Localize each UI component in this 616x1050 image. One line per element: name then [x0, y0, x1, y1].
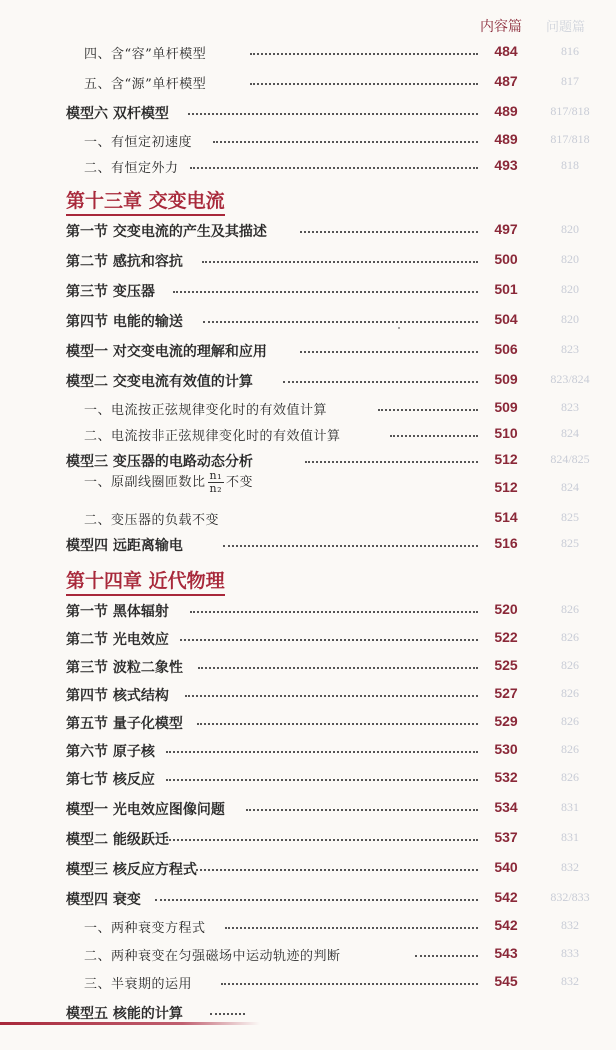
content-page-number: 509 [494, 371, 518, 387]
dot-leader [221, 977, 478, 985]
content-page-number: 509 [494, 399, 518, 415]
toc-entry[interactable] [0, 856, 616, 882]
toc-entry[interactable] [0, 682, 616, 708]
question-page-number: 832 [561, 974, 579, 988]
toc-entry[interactable] [0, 368, 616, 394]
content-page-number: 534 [494, 799, 518, 815]
content-page-number: 484 [494, 43, 518, 59]
header-question-label: 问题篇 [546, 20, 586, 35]
content-page-number: 489 [494, 103, 518, 119]
content-page-number: 542 [494, 889, 518, 905]
content-page-number: 514 [494, 509, 518, 525]
dot-leader [283, 375, 478, 383]
toc-entry[interactable] [0, 40, 616, 66]
toc-entry-title: 模型三 核反应方程式 [66, 862, 197, 878]
dot-leader [173, 285, 478, 293]
dot-leader [196, 863, 478, 871]
question-page-number: 826 [561, 658, 579, 672]
content-page-number: 520 [494, 601, 518, 617]
content-page-number: 500 [494, 251, 518, 267]
dot-leader [180, 633, 478, 641]
question-page-number: 826 [561, 714, 579, 728]
content-page-number: 545 [494, 973, 518, 989]
content-page-number: 504 [494, 311, 518, 327]
fraction-denominator: n₂ [209, 482, 223, 495]
toc-entry-title: 一、有恒定初速度 [84, 135, 193, 150]
dot-leader [190, 605, 478, 613]
question-page-number: 820 [561, 252, 579, 266]
toc-entry-title: 第一节 黑体辐射 [66, 604, 169, 620]
speck-mark [398, 327, 400, 329]
dot-leader [305, 455, 478, 463]
content-page-number: 497 [494, 221, 518, 237]
toc-entry-title: 模型六 双杆模型 [66, 106, 169, 122]
toc-entry[interactable] [0, 308, 616, 334]
toc-entry-title: 二、变压器的负载不变 [84, 513, 220, 528]
toc-entry[interactable] [0, 598, 616, 624]
toc-entry[interactable] [0, 154, 616, 180]
toc-entry-title: 第二节 光电效应 [66, 632, 169, 648]
question-page-number: 820 [561, 282, 579, 296]
toc-entry-title: 第五节 量子化模型 [66, 716, 183, 732]
toc-entry-title: 第二节 感抗和容抗 [66, 254, 183, 270]
content-page-number: 532 [494, 769, 518, 785]
toc-entry[interactable] [0, 532, 616, 558]
content-page-number: 537 [494, 829, 518, 845]
toc-entry[interactable] [0, 654, 616, 680]
dot-leader [202, 255, 478, 263]
toc-entry-title: 一、电流按正弦规律变化时的有效值计算 [84, 403, 328, 418]
question-page-number: 826 [561, 686, 579, 700]
question-page-number: 824/825 [550, 452, 590, 466]
bottom-rule [0, 1022, 260, 1025]
toc-entry[interactable] [0, 766, 616, 792]
question-page-number: 832 [561, 860, 579, 874]
dot-leader [213, 135, 478, 143]
content-page-number: 540 [494, 859, 518, 875]
toc-entry-title: 第一节 交变电流的产生及其描述 [66, 224, 267, 240]
dot-leader [300, 345, 478, 353]
dot-leader [223, 539, 478, 547]
toc-entry-title-text: 一、原副线圈匝数比 [84, 475, 206, 490]
chapter-heading: 第十四章 近代物理 [66, 566, 225, 596]
toc-entry-title: 第六节 原子核 [66, 744, 155, 760]
toc-entry-title: 一、两种衰变方程式 [84, 921, 206, 936]
content-page-number: 516 [494, 535, 518, 551]
question-page-number: 831 [561, 830, 579, 844]
dot-leader [197, 717, 478, 725]
toc-entry[interactable] [0, 469, 616, 502]
toc-entry-title: 第四节 电能的输送 [66, 314, 183, 330]
dot-leader [250, 47, 478, 55]
toc-entry[interactable] [0, 396, 616, 422]
toc-entry[interactable] [0, 248, 616, 274]
content-page-number: 487 [494, 73, 518, 89]
content-page-number: 525 [494, 657, 518, 673]
question-page-number: 820 [561, 312, 579, 326]
dot-leader [166, 833, 478, 841]
content-page-number: 510 [494, 425, 518, 441]
dot-leader [210, 1007, 245, 1015]
fraction-numerator: n₁ [209, 469, 223, 482]
toc-entry-title: 模型一 对交变电流的理解和应用 [66, 344, 267, 360]
toc-entry[interactable] [0, 278, 616, 304]
toc-entry[interactable] [0, 914, 616, 940]
content-page-number: 543 [494, 945, 518, 961]
chapter-heading: 第十三章 交变电流 [66, 186, 225, 216]
question-page-number: 833 [561, 946, 579, 960]
content-page-number: 522 [494, 629, 518, 645]
toc-entry-title: 模型四 远距离输电 [66, 538, 183, 554]
toc-entry-title: 第三节 波粒二象性 [66, 660, 183, 676]
dot-leader [250, 77, 478, 85]
dot-leader [198, 661, 478, 669]
content-page-number: 512 [494, 479, 518, 495]
toc-entry[interactable] [0, 70, 616, 96]
header-content-label: 内容篇 [480, 19, 522, 35]
content-page-number: 501 [494, 281, 518, 297]
toc-entry-title: 第四节 核式结构 [66, 688, 169, 704]
question-page-number: 817 [561, 74, 579, 88]
question-page-number: 816 [561, 44, 579, 58]
content-page-number: 530 [494, 741, 518, 757]
question-page-number: 826 [561, 602, 579, 616]
dot-leader [155, 893, 478, 901]
dot-leader [203, 315, 478, 323]
dot-leader [188, 107, 478, 115]
toc-entry-title: 第三节 变压器 [66, 284, 155, 300]
toc-entry[interactable] [0, 626, 616, 652]
toc-entry-title: 模型五 核能的计算 [66, 1006, 183, 1022]
toc-entry[interactable] [0, 506, 616, 532]
content-page-number: 489 [494, 131, 518, 147]
dot-leader [378, 403, 478, 411]
question-page-number: 832/833 [550, 890, 590, 904]
toc-entry-title: 五、含“源”单杆模型 [84, 77, 207, 92]
question-page-number: 823/824 [550, 372, 590, 386]
question-page-number: 825 [561, 510, 579, 524]
toc-entry[interactable] [0, 886, 616, 912]
content-page-number: 542 [494, 917, 518, 933]
toc-entry[interactable] [0, 422, 616, 448]
content-page-number: 527 [494, 685, 518, 701]
toc-entry[interactable] [0, 826, 616, 852]
dot-leader [166, 745, 478, 753]
question-page-number: 826 [561, 742, 579, 756]
toc-entry-title: 模型二 交变电流有效值的计算 [66, 374, 253, 390]
question-page-number: 824 [561, 426, 579, 440]
dot-leader [300, 225, 478, 233]
content-page-number: 529 [494, 713, 518, 729]
toc-entry-title [84, 470, 253, 495]
dot-leader [185, 689, 478, 697]
ratio-fraction [208, 470, 225, 495]
content-page-number: 512 [494, 451, 518, 467]
toc-entry-title: 模型四 衰变 [66, 892, 141, 908]
toc-entry-title: 模型三 变压器的电路动态分析 [66, 454, 253, 470]
dot-leader [190, 161, 478, 169]
toc-entry[interactable] [0, 796, 616, 822]
toc-entry-title: 三、半衰期的运用 [84, 977, 193, 992]
dot-leader [390, 429, 478, 437]
toc-entry[interactable] [0, 338, 616, 364]
question-page-number: 823 [561, 342, 579, 356]
toc-entry-title: 四、含“容”单杆模型 [84, 47, 207, 62]
content-page-number: 506 [494, 341, 518, 357]
toc-entry[interactable] [0, 738, 616, 764]
toc-entry[interactable] [0, 942, 616, 968]
toc-entry-title: 第七节 核反应 [66, 772, 155, 788]
question-page-number: 820 [561, 222, 579, 236]
toc-entry[interactable] [0, 218, 616, 244]
toc-entry[interactable] [0, 100, 616, 126]
question-page-number: 818 [561, 158, 579, 172]
toc-entry-title: 二、电流按非正弦规律变化时的有效值计算 [84, 429, 341, 444]
toc-entry-title: 二、两种衰变在匀强磁场中运动轨迹的判断 [84, 949, 341, 964]
question-page-number: 826 [561, 630, 579, 644]
toc-entry-title-suffix: 不变 [226, 475, 254, 490]
dot-leader [225, 921, 478, 929]
toc-entry-title: 模型一 光电效应图像问题 [66, 802, 225, 818]
dot-leader [166, 773, 478, 781]
toc-entry[interactable] [0, 970, 616, 996]
question-page-number: 817/818 [550, 132, 590, 146]
question-page-number: 817/818 [550, 104, 590, 118]
toc-entry-title: 模型二 能级跃迁 [66, 832, 169, 848]
question-page-number: 825 [561, 536, 579, 550]
question-page-number: 831 [561, 800, 579, 814]
question-page-number: 832 [561, 918, 579, 932]
question-page-number: 823 [561, 400, 579, 414]
toc-entry[interactable] [0, 128, 616, 154]
content-page-number: 493 [494, 157, 518, 173]
toc-entry-title: 二、有恒定外力 [84, 161, 179, 176]
dot-leader [246, 803, 478, 811]
question-page-number: 824 [561, 480, 579, 494]
dot-leader [415, 949, 478, 957]
question-page-number: 826 [561, 770, 579, 784]
toc-entry[interactable] [0, 710, 616, 736]
